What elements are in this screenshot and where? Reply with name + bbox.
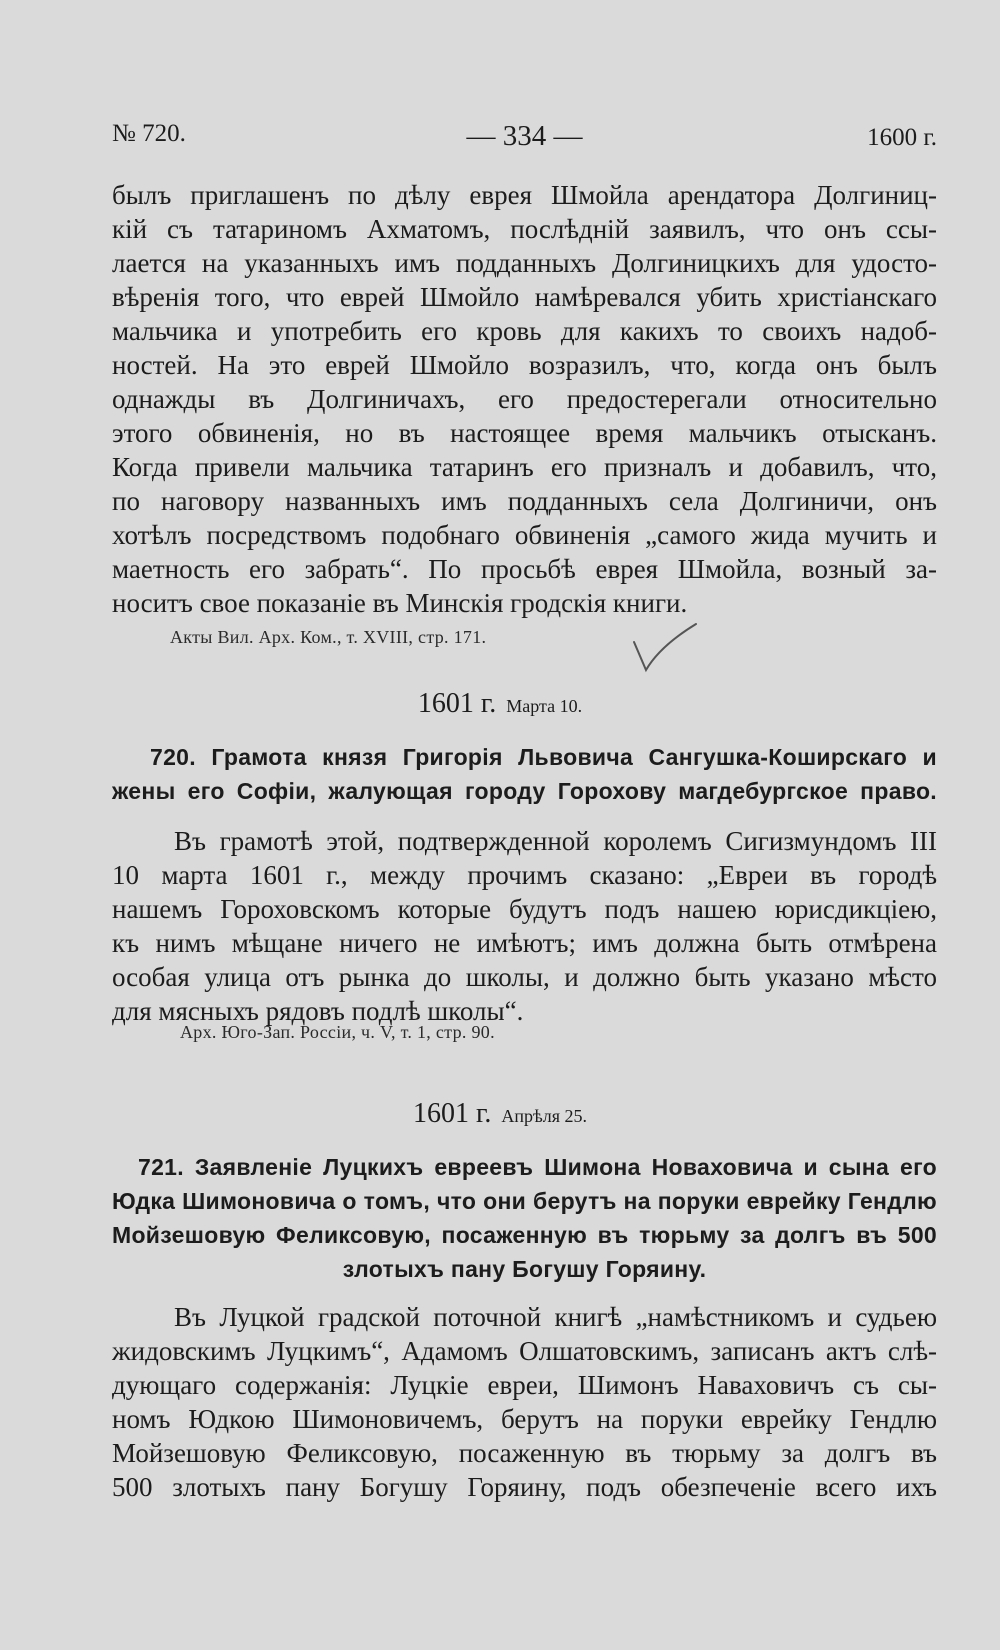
- date-day: Апрѣля 25.: [501, 1106, 587, 1126]
- text-line: кій съ татариномъ Ахматомъ, послѣдній заявилъ, что онъ ссы-: [112, 214, 937, 244]
- text-line: дующаго содержанія: Луцкіе евреи, Шимонъ Наваховичъ съ сы-: [112, 1370, 937, 1400]
- header-year: 1600 г.: [867, 124, 937, 151]
- source-citation: Акты Вил. Арх. Ком., т. XVIII, стр. 171.: [170, 627, 487, 647]
- text-line: для мясныхъ рядовъ подлѣ школы“.: [112, 996, 524, 1026]
- handwritten-check-mark: [630, 622, 700, 678]
- paragraph: [112, 824, 937, 1028]
- text-line: жидовскимъ Луцкимъ“, Адамомъ Олшатовскимъ, записанъ актъ слѣ-: [112, 1336, 937, 1366]
- page-header: [112, 120, 937, 160]
- entry-title: [112, 1150, 937, 1286]
- title-line: 720. Грамота князя Григорія Львовича Сангушка-Коширскаго и: [150, 744, 937, 770]
- paragraph: [112, 178, 937, 620]
- text-line: этого обвиненія, но въ настоящее время мальчикъ отысканъ.: [112, 418, 937, 448]
- text-line: Въ грамотѣ этой, подтвержденной королемъ Сигизмундомъ III: [174, 826, 937, 856]
- entry-720: [112, 740, 937, 1028]
- text-line: 10 марта 1601 г., между прочимъ сказано: „Евреи въ городѣ: [112, 860, 937, 890]
- title-line: злотыхъ пану Богушу Горяину.: [342, 1256, 707, 1282]
- text-line: лается на указанныхъ имъ подданныхъ Долгиницкихъ для удосто-: [112, 248, 937, 278]
- text-line: носитъ свое показаніе въ Минскія гродскія книги.: [112, 588, 688, 618]
- page-number: — 334 —: [466, 120, 583, 152]
- text-line: вѣренія того, что еврей Шмойло намѣревался убить христіанскаго: [112, 282, 937, 312]
- text-line: Въ Луцкой градской поточной книгѣ „намѣстникомъ и судьею: [174, 1302, 937, 1332]
- title-line: Мойзешовую Феликсовую, посаженную въ тюрьму за долгъ въ 500: [112, 1222, 937, 1248]
- text-line: ностей. На это еврей Шмойло возразилъ, что, когда онъ былъ: [112, 350, 937, 380]
- text-line: по наговору названныхъ имъ подданныхъ села Долгиничи, онъ: [112, 486, 937, 516]
- text-line: 500 злотыхъ пану Богушу Горяину, подъ обезпеченіе всего ихъ: [112, 1472, 937, 1502]
- date-year: 1601 г.: [413, 1098, 492, 1129]
- entry-continued-text: [112, 178, 937, 620]
- text-line: номъ Юдкою Шимоновичемъ, берутъ на поруки еврейку Гендлю: [112, 1404, 937, 1434]
- text-line: Когда привели мальчика татаринъ его призналъ и добавилъ, что,: [112, 452, 937, 482]
- text-line: былъ приглашенъ по дѣлу еврея Шмойла арендатора Долгиниц-: [112, 180, 937, 210]
- text-line: маетность его забрать“. По просьбѣ еврея Шмойла, возный за-: [112, 554, 937, 584]
- title-line: Юдка Шимоновича о томъ, что они берутъ на поруки еврейку Гендлю: [112, 1188, 937, 1214]
- title-line: 721. Заявленіе Луцкихъ евреевъ Шимона Новаховича и сына его: [138, 1154, 937, 1180]
- text-line: нашемъ Гороховскомъ которые будутъ подъ нашею юрисдикціею,: [112, 894, 937, 924]
- date-day: Марта 10.: [506, 696, 583, 716]
- date-year: 1601 г.: [417, 688, 497, 719]
- entry-title: [112, 740, 937, 808]
- text-line: хотѣлъ посредствомъ подобнаго обвиненія „самого жида мучить и: [112, 520, 937, 550]
- title-line: жены его Софіи, жалующая городу Горохову магдебургское право.: [112, 778, 937, 804]
- text-line: особая улица отъ рынка до школы, и должно быть указано мѣсто: [112, 962, 937, 992]
- document-number: № 720.: [112, 120, 186, 147]
- text-line: мальчика и употребить его кровь для какихъ то своихъ надоб-: [112, 316, 937, 346]
- date-heading: [0, 688, 1000, 720]
- text-line: къ нимъ мѣщане ничего не имѣютъ; имъ должна быть отмѣрена: [112, 928, 937, 958]
- paragraph: [112, 1300, 937, 1504]
- date-heading: [0, 1098, 1000, 1130]
- entry-721: [112, 1150, 937, 1504]
- text-line: Мойзешовую Феликсовую, посаженную въ тюрьму за долгъ въ: [112, 1438, 937, 1468]
- text-line: однажды въ Долгиничахъ, его предостерегали относительно: [112, 384, 937, 414]
- source-citation: Арх. Юго-Зап. Россіи, ч. V, т. 1, стр. 90.: [180, 1022, 495, 1042]
